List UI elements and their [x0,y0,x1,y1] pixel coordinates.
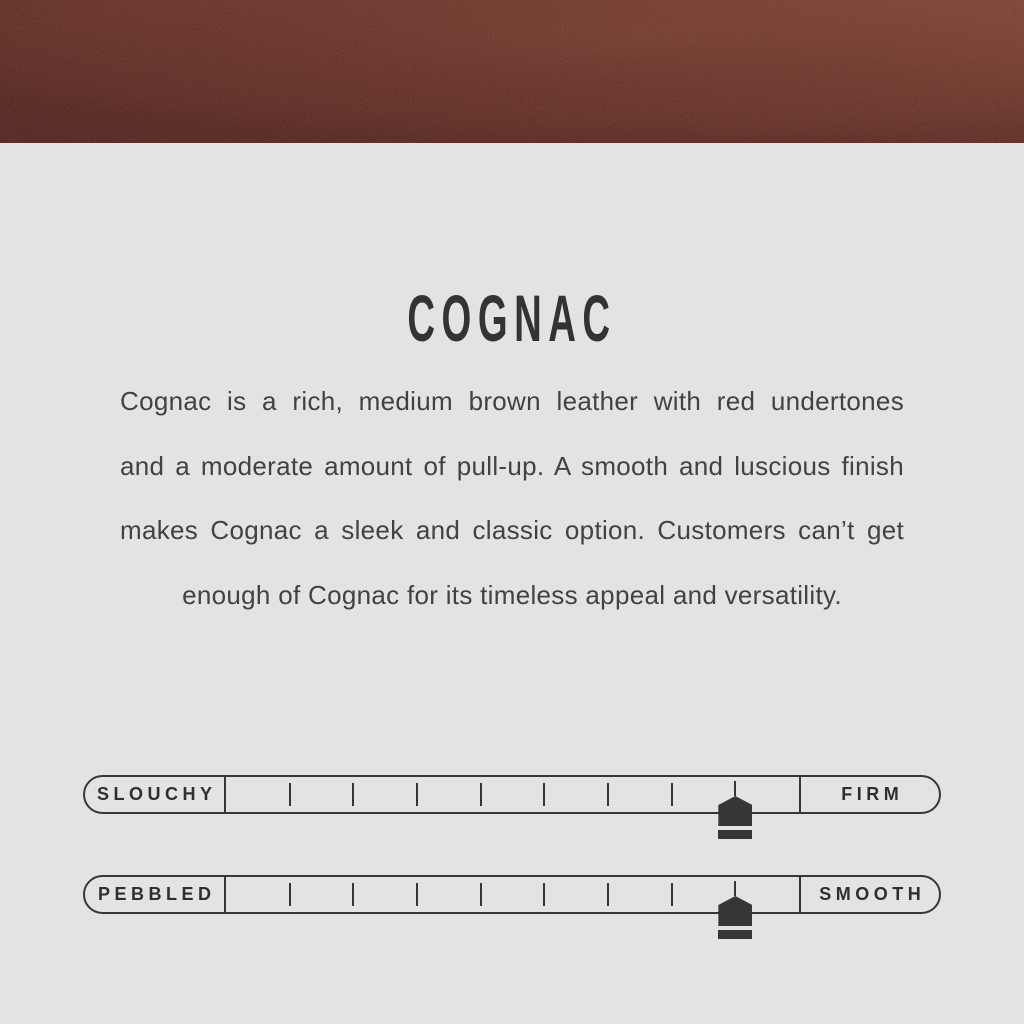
tick-mark [416,883,418,906]
page-title: COGNAC [407,281,617,356]
firmness-scale-left-label: SLOUCHY [96,784,217,804]
firmness-scale-track [224,777,801,812]
tick-mark [352,783,354,806]
marker-head [718,796,752,826]
marker-head [718,896,752,926]
marker-stem [734,881,736,896]
firmness-scale-right-label: FIRM [841,784,904,804]
tick-mark [543,883,545,906]
firmness-scale [83,775,941,814]
texture-scale-right-label: SMOOTH [819,884,926,904]
leather-swatch-image [0,0,1024,143]
description-line: and a moderate amount of pull-up. A smooth and luscious finish [120,450,904,481]
scale-marker [718,781,752,839]
tick-mark [671,783,673,806]
texture-scale [83,875,941,914]
description-line: Cognac is a rich, medium brown leather with red undertones [120,386,904,416]
description-paragraph [120,369,904,627]
marker-stem [734,781,736,796]
tick-mark [671,883,673,906]
leather-texture-graphic [0,0,1024,143]
tick-mark [480,783,482,806]
marker-base [718,830,752,839]
tick-mark [543,783,545,806]
tick-mark [607,883,609,906]
marker-base [718,930,752,939]
description-line: enough of Cognac for its timeless appeal and versatility. [182,579,842,610]
tick-mark [607,783,609,806]
description-line: makes Cognac a sleek and classic option. Customers can’t get [120,515,904,545]
tick-mark [416,783,418,806]
tick-mark [480,883,482,906]
tick-mark [352,883,354,906]
texture-scale-track [224,877,801,912]
texture-scale-left-label: PEBBLED [97,884,216,904]
tick-mark [289,783,291,806]
tick-mark [289,883,291,906]
scale-marker [718,881,752,939]
